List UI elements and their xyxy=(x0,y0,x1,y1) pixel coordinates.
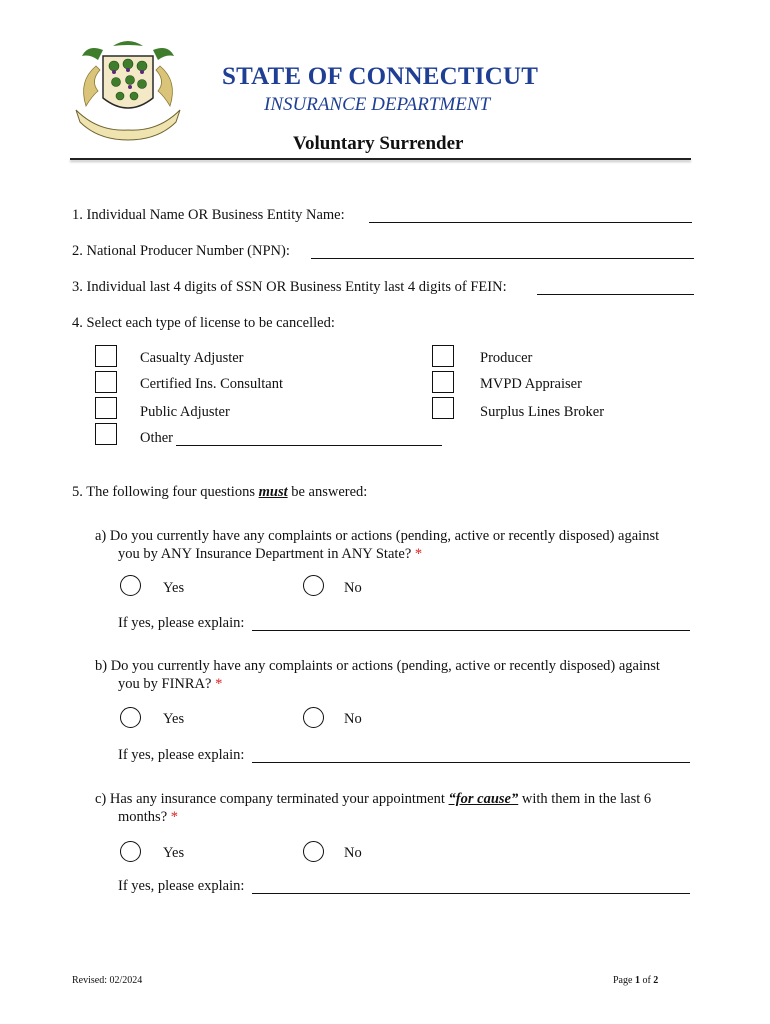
q2-input-line[interactable] xyxy=(311,258,694,259)
qb-required-mark: * xyxy=(215,676,223,692)
other-input-line[interactable] xyxy=(176,445,442,446)
qb-yes-label: Yes xyxy=(163,711,185,727)
qb-yes-radio[interactable] xyxy=(120,707,141,728)
qc-required-mark: * xyxy=(170,809,179,825)
checkbox-certified-ins-consultant[interactable] xyxy=(95,371,117,393)
form-title: Voluntary Surrender xyxy=(293,133,464,154)
checkbox-casualty-adjuster[interactable] xyxy=(95,345,117,367)
page-pre: Page xyxy=(613,975,633,986)
checkbox-public-adjuster[interactable] xyxy=(95,397,117,419)
license-other-label: Other xyxy=(140,430,174,446)
page-of: of xyxy=(642,975,651,986)
qc-no-label: No xyxy=(344,845,362,861)
qb-line1: b) Do you currently have any complaints or actions (pending, active or recently disposed) against xyxy=(95,658,660,674)
qa-required-mark: * xyxy=(414,546,423,562)
qb-explain-label: If yes, please explain: xyxy=(118,747,245,763)
qc-line1 xyxy=(95,791,651,808)
q5-intro-pre: 5. The following four questions xyxy=(72,484,255,500)
qb-no-label: No xyxy=(344,711,362,727)
q1-label: 1. Individual Name OR Business Entity Name: xyxy=(72,207,345,223)
qa-no-radio[interactable] xyxy=(303,575,324,596)
qb-explain-line[interactable] xyxy=(252,762,690,763)
qa-line2 xyxy=(118,546,422,563)
license-public-adjuster: Public Adjuster xyxy=(140,404,230,420)
qc-yes-radio[interactable] xyxy=(120,841,141,862)
q5-intro-emphasis: must xyxy=(258,484,288,500)
q3-row xyxy=(72,279,507,296)
revised-date: Revised: 02/2024 xyxy=(72,975,143,986)
license-mvpd-appraiser: MVPD Appraiser xyxy=(480,376,582,392)
q2-row xyxy=(72,243,290,260)
checkbox-surplus-lines-broker[interactable] xyxy=(432,397,454,419)
license-producer: Producer xyxy=(480,350,533,366)
qc-yes-label: Yes xyxy=(163,845,185,861)
qb-line2 xyxy=(118,676,222,693)
qa-line2-text: you by ANY Insurance Department in ANY State? xyxy=(118,546,412,562)
qc-line2 xyxy=(118,809,178,826)
qa-yes-radio[interactable] xyxy=(120,575,141,596)
qc-for-cause-emphasis: “for cause” xyxy=(448,791,519,807)
page-number xyxy=(613,975,658,986)
department-title: INSURANCE DEPARTMENT xyxy=(264,94,491,115)
state-seal xyxy=(68,36,188,146)
q4-label: 4. Select each type of license to be cancelled: xyxy=(72,315,335,331)
page-total: 2 xyxy=(653,975,659,986)
qa-explain-line[interactable] xyxy=(252,630,690,631)
qc-line2-text: months? xyxy=(118,809,168,825)
checkbox-mvpd-appraiser[interactable] xyxy=(432,371,454,393)
qc-no-radio[interactable] xyxy=(303,841,324,862)
qa-line1: a) Do you currently have any complaints or actions (pending, active or recently disposed) against xyxy=(95,528,660,544)
qc-line1-pre: c) Has any insurance company terminated your appointment xyxy=(95,791,445,807)
header-rule xyxy=(70,158,691,160)
license-surplus-lines-broker: Surplus Lines Broker xyxy=(480,404,605,420)
qc-explain-line[interactable] xyxy=(252,893,690,894)
qc-explain-label: If yes, please explain: xyxy=(118,878,245,894)
qb-line2-text: you by FINRA? xyxy=(118,676,212,692)
q3-label: 3. Individual last 4 digits of SSN OR Business Entity last 4 digits of FEIN: xyxy=(72,279,507,295)
q2-label: 2. National Producer Number (NPN): xyxy=(72,243,290,259)
page-current: 1 xyxy=(634,975,640,986)
q3-input-line[interactable] xyxy=(537,294,694,295)
qa-no-label: No xyxy=(344,580,362,596)
q1-row xyxy=(72,207,345,224)
license-certified-ins-consultant: Certified Ins. Consultant xyxy=(140,376,283,392)
checkbox-producer[interactable] xyxy=(432,345,454,367)
checkbox-other[interactable] xyxy=(95,423,117,445)
qa-explain-label: If yes, please explain: xyxy=(118,615,245,631)
qc-line1-post: with them in the last 6 xyxy=(521,791,652,807)
state-title: STATE OF CONNECTICUT xyxy=(222,63,539,90)
q5-intro xyxy=(72,484,367,501)
q5-intro-post: be answered: xyxy=(291,484,368,500)
license-casualty-adjuster: Casualty Adjuster xyxy=(140,350,244,366)
qb-no-radio[interactable] xyxy=(303,707,324,728)
qa-yes-label: Yes xyxy=(163,580,185,596)
q1-input-line[interactable] xyxy=(369,222,692,223)
